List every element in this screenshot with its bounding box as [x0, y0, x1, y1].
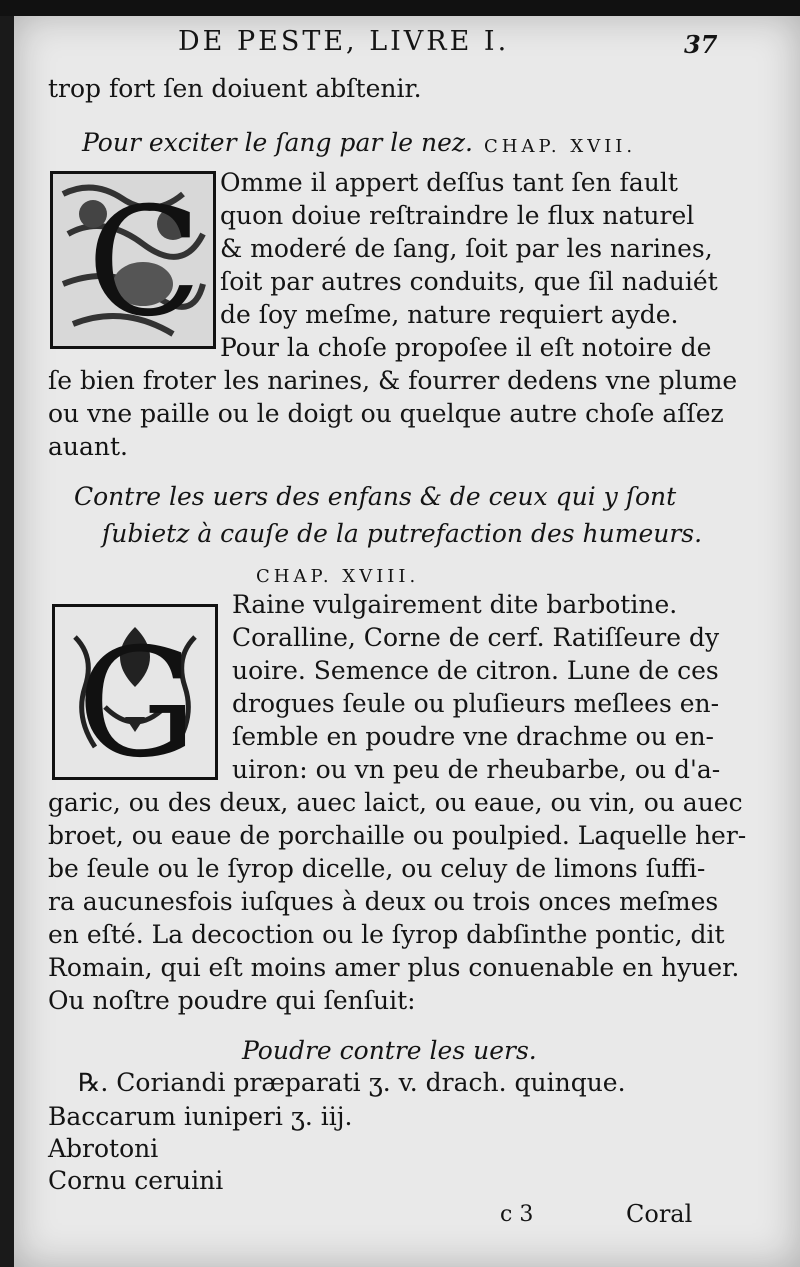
recipe-line-1: ℞. Coriandi præparati ʒ. v. drach. quinque.	[78, 1068, 626, 1097]
decorated-initial-c	[50, 171, 216, 349]
recipe-heading: Poudre contre les uers.	[242, 1036, 537, 1065]
scan-edge	[0, 0, 800, 16]
chapter-18-line-8: broet, ou eaue de porchaille ou poulpied. Laquelle her-	[48, 821, 747, 850]
chapter-18-heading-2: ſubietz à cauſe de la putrefaction des humeurs.	[102, 519, 703, 548]
chapter-18-line-13: Ou noſtre poudre qui ſenſuit:	[48, 986, 416, 1015]
chapter-17-line-2: quon doiue reſtraindre le flux naturel	[220, 201, 695, 230]
chapter-17-line-8: ou vne paille ou le doigt ou quelque autre choſe aſſez	[48, 399, 724, 428]
chapter-18-line-5: ſemble en poudre vne drachme ou en-	[232, 722, 715, 751]
chapter-18-line-10: ra aucunesfois iuſques à deux ou trois onces meſmes	[48, 887, 719, 916]
decorated-initial-g	[52, 604, 218, 780]
running-title: DE PESTE, LIVRE I.	[178, 26, 510, 57]
signature-mark: c 3	[500, 1202, 534, 1227]
floral-ornament-icon	[55, 607, 215, 777]
recipe-line-2: Baccarum iuniperi ʒ. iij.	[48, 1102, 353, 1131]
lead-line: trop fort ſen doiuent abſtenir.	[48, 74, 422, 103]
chapter-17-heading: Pour exciter le ſang par le nez.	[82, 128, 473, 157]
chapter-18-heading-1: Contre les uers des enfans & de ceux qui y ſont	[74, 482, 677, 511]
recipe-line-4: Cornu ceruini	[48, 1166, 224, 1195]
chapter-17-line-1: Omme il appert deſſus tant ſen fault	[220, 168, 678, 197]
ornament-figure-icon	[53, 174, 213, 346]
chapter-18-line-2: Coralline, Corne de cerf. Ratiſſeure dy	[232, 623, 720, 652]
chapter-17-line-3: & moderé de ſang, ſoit par les narines,	[220, 234, 713, 263]
recipe-line-3: Abrotoni	[48, 1134, 159, 1163]
chapter-17-line-6: Pour la choſe propoſee il eſt notoire de	[220, 333, 712, 362]
chapter-18-line-4: drogues ſeule ou pluſieurs meſlees en-	[232, 689, 720, 718]
catchword: Coral	[626, 1200, 693, 1228]
initial-letter-c: C	[87, 176, 202, 346]
initial-letter-g: G	[77, 617, 197, 777]
chapter-18-line-11: en eſté. La decoction ou le ſyrop dabſinthe pontic, dit	[48, 920, 725, 949]
chapter-18-label: CHAP. XVIII.	[256, 566, 420, 587]
chapter-18-line-7: garic, ou des deux, auec laict, ou eaue, ou vin, ou auec	[48, 788, 743, 817]
chapter-17-line-5: de ſoy meſme, nature requiert ayde.	[220, 300, 679, 329]
chapter-17-line-7: ſe bien froter les narines, & fourrer dedens vne plume	[48, 366, 738, 395]
chapter-18-line-3: uoire. Semence de citron. Lune de ces	[232, 656, 719, 685]
chapter-17-line-4: ſoit par autres conduits, que ſil naduiét	[220, 267, 718, 296]
chapter-17-line-9: auant.	[48, 432, 129, 461]
chapter-18-line-6: uiron: ou vn peu de rheubarbe, ou d'a-	[232, 755, 721, 784]
chapter-18-line-9: be ſeule ou le ſyrop dicelle, ou celuy de limons ſuffi-	[48, 854, 706, 883]
chapter-18-line-12: Romain, qui eſt moins amer plus conuenable en hyuer.	[48, 953, 740, 982]
chapter-18-line-1: Raine vulgairement dite barbotine.	[232, 590, 678, 619]
chapter-17-label: CHAP. XVII.	[484, 136, 637, 157]
page-number: 37	[684, 30, 718, 59]
